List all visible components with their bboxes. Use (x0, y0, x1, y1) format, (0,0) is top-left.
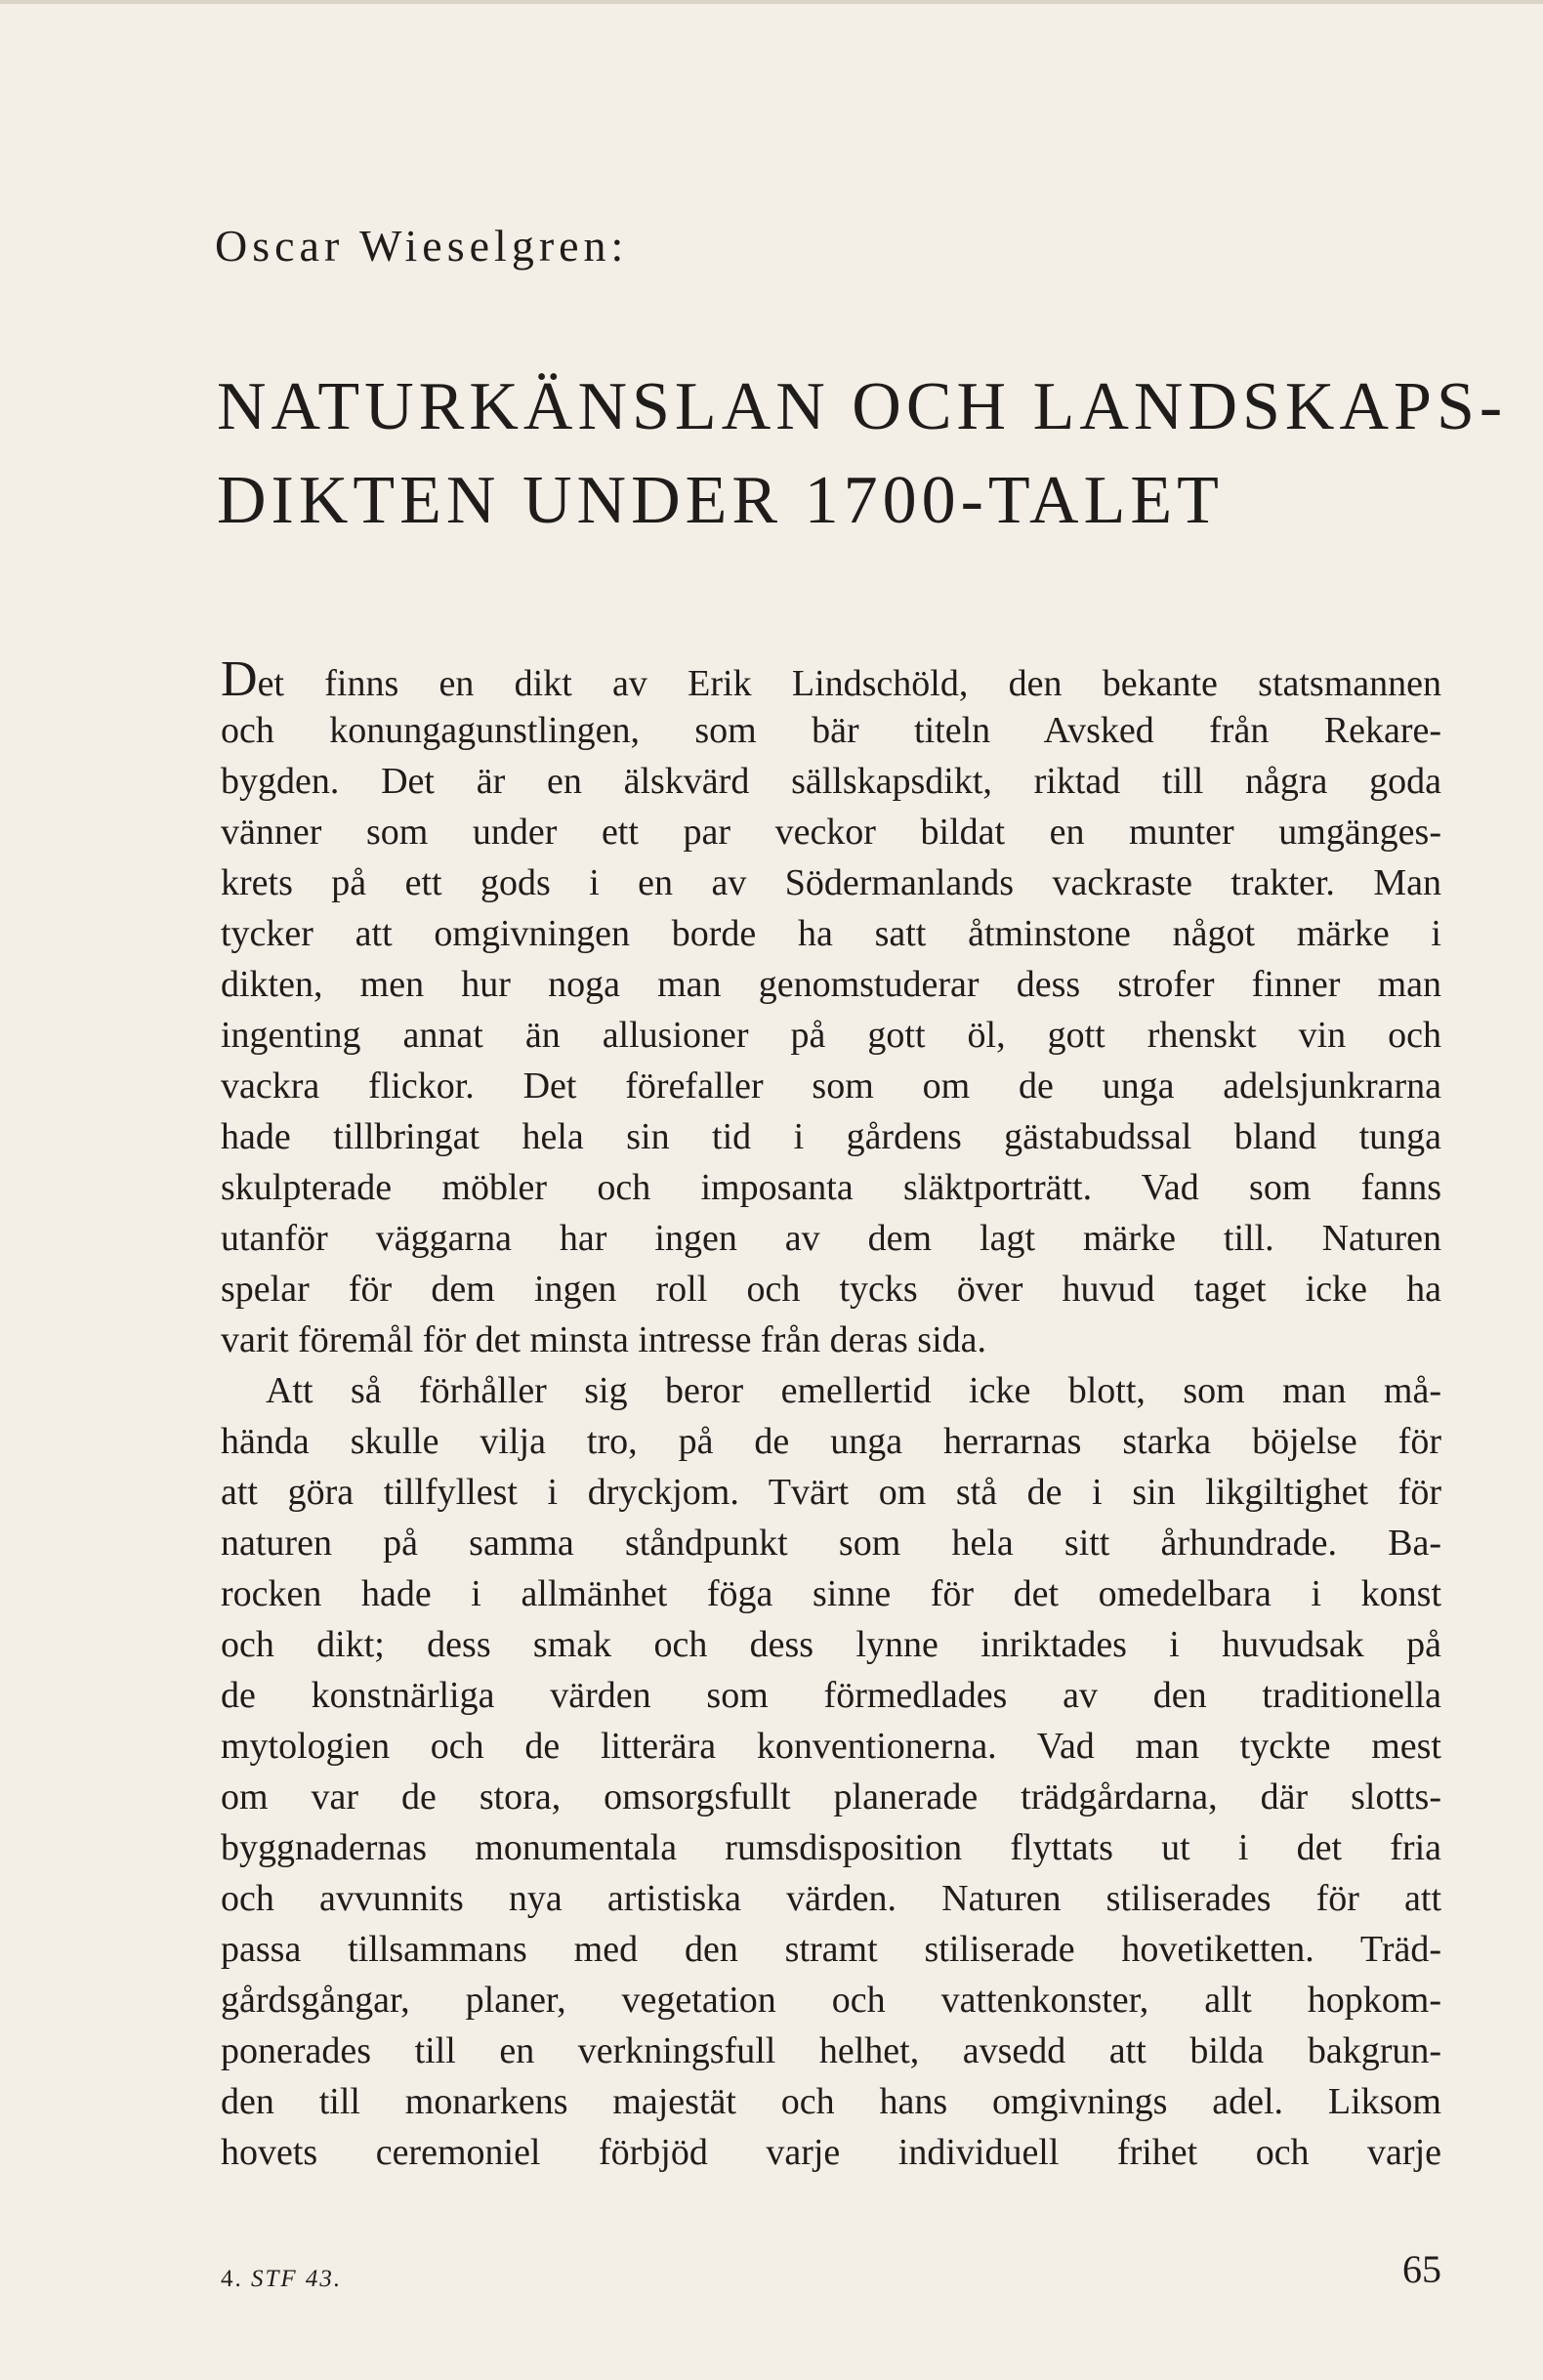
text-line: att göra tillfyllest i dryckjom. Tvärt om stå de i sin likgiltighet för (221, 1472, 1441, 1513)
page-number: 65 (1402, 2247, 1441, 2291)
text-line: och avvunnits nya artistiska värden. Naturen stiliserades för att (221, 1878, 1441, 1919)
text-line: rocken hade i allmänhet föga sinne för det omedelbara i konst (221, 1573, 1441, 1614)
text-line: tycker att omgivningen borde ha satt åtminstone något märke i (221, 913, 1441, 954)
text-line: bygden. Det är en älskvärd sällskapsdikt, riktad till några goda (221, 761, 1441, 802)
paragraph-2 (221, 1365, 1441, 2178)
printer-signature (221, 2266, 342, 2293)
text-line: gårdsgångar, planer, vegetation och vattenkonster, allt hopkom- (221, 1980, 1441, 2021)
text-line: ingenting annat än allusioner på gott öl, gott rhenskt vin och (221, 1015, 1441, 1056)
text-line: byggnadernas monumentala rumsdisposition flyttats ut i det fria (221, 1827, 1441, 1868)
text-line: den till monarkens majestät och hans omgivnings adel. Liksom (221, 2081, 1441, 2122)
text-line: och konungagunstlingen, som bär titeln Avsked från Rekare- (221, 710, 1441, 751)
text-line: ponerades till en verkningsfull helhet, avsedd att bilda bakgrun- (221, 2030, 1441, 2071)
article-title (217, 360, 1508, 548)
text-line: Att så förhåller sig beror emellertid icke blott, som man må- (266, 1370, 1441, 1411)
paragraph-1 (221, 651, 1441, 1365)
text-line: hovets ceremoniel förbjöd varje individuell frihet och varje (221, 2132, 1441, 2173)
author-name: Oscar Wieselgren: (215, 221, 629, 271)
top-edge-line (0, 0, 1543, 4)
title-line-1: NATURKÄNSLAN OCH LANDSKAPS- (217, 368, 1508, 444)
text-line: skulpterade möbler och imposanta släktporträtt. Vad som fanns (221, 1167, 1441, 1208)
text-line: passa tillsammans med den stramt stiliserade hovetiketten. Träd- (221, 1929, 1441, 1970)
text-line: vänner som under ett par veckor bildat en munter umgänges- (221, 812, 1441, 853)
article-body (221, 651, 1441, 2178)
text-line: naturen på samma ståndpunkt som hela sitt århundrade. Ba- (221, 1523, 1441, 1564)
text-line: utanför väggarna har ingen av dem lagt märke till. Naturen (221, 1218, 1441, 1259)
text-line: vackra flickor. Det förefaller som om de unga adelsjunkrarna (221, 1065, 1441, 1106)
text-line: om var de stora, omsorgsfullt planerade trädgårdarna, där slotts- (221, 1776, 1441, 1817)
text-line: varit föremål för det minsta intresse från deras sida. (221, 1319, 986, 1360)
text-line (221, 651, 1441, 707)
text-line: de konstnärliga värden som förmedlades av den traditionella (221, 1675, 1441, 1716)
drop-cap: D (221, 651, 258, 707)
text-line: krets på ett gods i en av Södermanlands vackraste trakter. Man (221, 862, 1441, 903)
signature-text: STF 43. (251, 2266, 343, 2292)
text-line: spelar för dem ingen roll och tycks över huvud taget icke ha (221, 1269, 1441, 1310)
page-footer (221, 2246, 1441, 2305)
text-line: hända skulle vilja tro, på de unga herrarnas starka böjelse för (221, 1421, 1441, 1462)
text-line: hade tillbringat hela sin tid i gårdens gästabudssal bland tunga (221, 1116, 1441, 1157)
text-line: mytologien och de litterära konventionerna. Vad man tyckte mest (221, 1726, 1441, 1767)
signature-number: 4. (221, 2266, 243, 2292)
text-line: dikten, men hur noga man genomstuderar dess strofer finner man (221, 964, 1441, 1005)
title-line-2: DIKTEN UNDER 1700-TALET (217, 462, 1224, 538)
text-line-content: et finns en dikt av Erik Lindschöld, den bekante statsmannen (257, 663, 1441, 704)
text-line: och dikt; dess smak och dess lynne inriktades i huvudsak på (221, 1624, 1441, 1665)
